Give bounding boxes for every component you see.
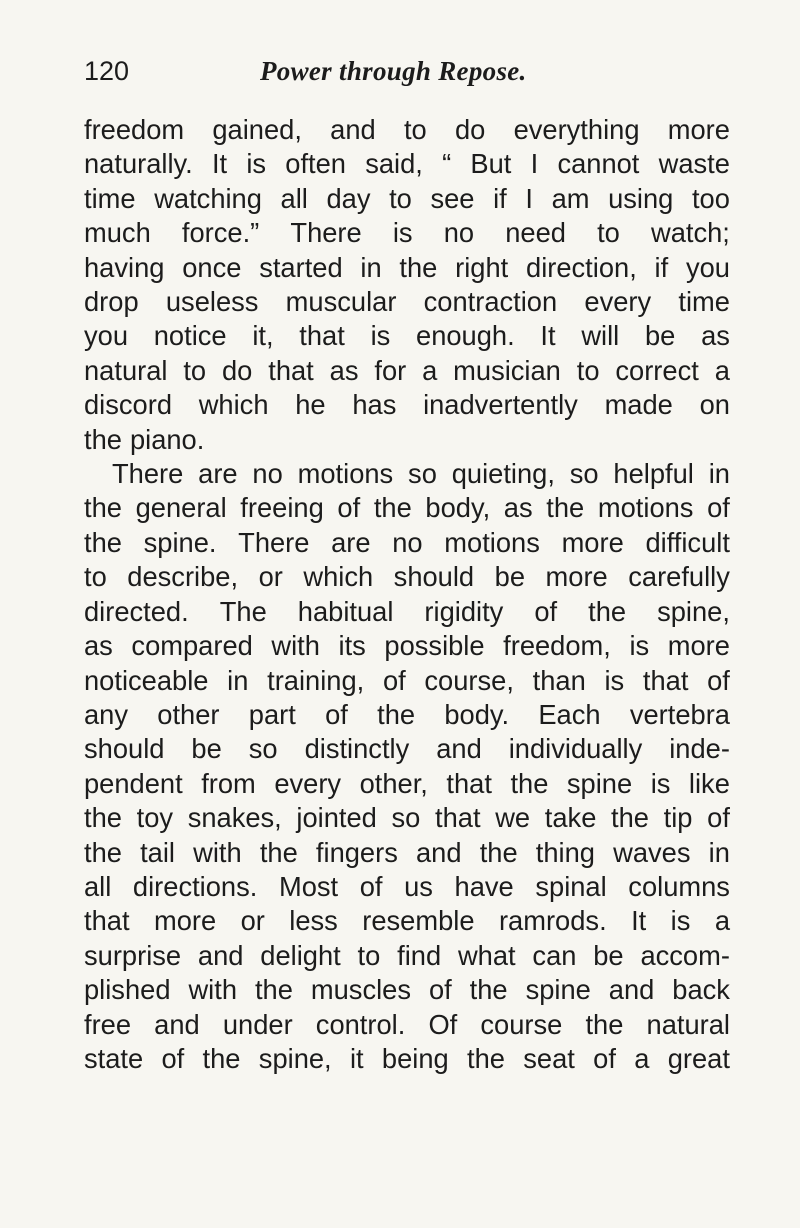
- word: a: [634, 1042, 650, 1074]
- text-line: [84, 836, 730, 870]
- word: delight: [260, 939, 341, 971]
- word: natural: [84, 354, 168, 386]
- word: need: [505, 217, 566, 249]
- word: It: [631, 905, 647, 937]
- word: It: [211, 148, 228, 180]
- word: you: [84, 320, 129, 352]
- word: is: [629, 630, 650, 662]
- word: if: [654, 251, 669, 283]
- word: spine: [525, 974, 591, 1006]
- word: is: [650, 767, 671, 799]
- word: under: [222, 1008, 293, 1040]
- word: am: [551, 182, 590, 214]
- word: directed.: [84, 595, 189, 627]
- word: to: [84, 561, 107, 593]
- word: as: [84, 630, 113, 662]
- word: and: [608, 974, 655, 1006]
- word: freeing: [240, 492, 324, 524]
- word: more: [667, 630, 730, 662]
- word: for: [374, 354, 407, 386]
- word: other,: [359, 767, 428, 799]
- word: naturally.: [84, 148, 193, 180]
- word: describe,: [127, 561, 239, 593]
- word: jointed: [296, 802, 377, 834]
- word: training,: [267, 664, 365, 696]
- word: its: [338, 630, 366, 662]
- text-line: [84, 904, 730, 938]
- text-line: [84, 698, 730, 732]
- word: freedom,: [503, 630, 611, 662]
- word: is: [604, 664, 625, 696]
- text-line: [84, 388, 730, 422]
- word: in: [708, 458, 730, 490]
- word: that: [435, 802, 481, 834]
- word: should: [84, 733, 165, 765]
- word: are: [198, 458, 238, 490]
- word: body,: [425, 492, 491, 524]
- word: all: [280, 182, 308, 214]
- word: the: [84, 526, 122, 558]
- text-line: [84, 526, 730, 560]
- word: quieting,: [451, 458, 555, 490]
- text-line: [84, 560, 730, 594]
- word: vertebra: [629, 698, 730, 730]
- word: the: [259, 836, 298, 868]
- word: that: [84, 905, 130, 937]
- word: to: [403, 114, 427, 145]
- word: the: [84, 423, 122, 455]
- word: being: [381, 1042, 449, 1074]
- word: helpful: [613, 458, 694, 490]
- word: “: [442, 148, 452, 180]
- text-line: [84, 973, 730, 1007]
- word: the: [377, 698, 416, 730]
- word: force.”: [181, 217, 260, 249]
- word: that: [446, 767, 492, 799]
- word: useless: [165, 286, 259, 318]
- word: what: [457, 939, 516, 971]
- word: no: [392, 526, 423, 558]
- word: thing: [535, 836, 595, 868]
- word: day: [326, 182, 371, 214]
- word: which: [198, 389, 269, 421]
- word: that: [299, 320, 345, 352]
- word: all: [84, 870, 112, 902]
- word: general: [135, 492, 227, 524]
- word: will: [581, 320, 620, 352]
- word: Most: [278, 870, 339, 902]
- word: we: [495, 802, 531, 834]
- word: waste: [658, 148, 730, 180]
- word: find: [397, 939, 442, 971]
- word: the: [84, 492, 122, 524]
- word: that: [268, 354, 314, 386]
- word: the: [84, 802, 122, 834]
- word: pendent: [84, 767, 183, 799]
- word: columns: [628, 870, 730, 902]
- word: no: [252, 458, 283, 490]
- word: freedom: [84, 114, 185, 145]
- word: time: [678, 286, 730, 318]
- word: motions: [597, 492, 694, 524]
- text-line: [84, 664, 730, 698]
- word: enough.: [416, 320, 515, 352]
- word: started: [259, 251, 343, 283]
- word: are: [331, 526, 371, 558]
- word: is: [246, 148, 267, 180]
- word: drop: [84, 286, 139, 318]
- text-line: [84, 1008, 730, 1042]
- running-title: Power through Repose.: [260, 56, 527, 86]
- word: tail: [140, 836, 175, 868]
- word: spinal: [535, 870, 607, 902]
- word: the: [469, 974, 508, 1006]
- word: of: [534, 595, 558, 627]
- word: more: [667, 114, 730, 145]
- word: watch;: [651, 217, 730, 249]
- word: muscles: [310, 974, 411, 1006]
- word: There: [112, 458, 184, 490]
- word: and: [330, 114, 376, 145]
- word: snakes,: [187, 802, 282, 834]
- text-line: [84, 251, 730, 285]
- word: the: [611, 802, 649, 834]
- word: the: [399, 251, 438, 283]
- word: be: [494, 561, 526, 593]
- word: part: [248, 698, 296, 730]
- word: has: [352, 389, 397, 421]
- word: more: [545, 561, 608, 593]
- word: There: [290, 217, 362, 249]
- word: be: [191, 733, 222, 765]
- word: said,: [365, 148, 423, 180]
- word: the: [84, 836, 122, 868]
- word: on: [699, 389, 730, 421]
- word: like: [688, 767, 730, 799]
- word: do: [221, 354, 253, 386]
- word: distinctly: [304, 733, 410, 765]
- body-text: [84, 113, 730, 1076]
- word: to: [357, 939, 381, 971]
- word: of: [161, 1042, 185, 1074]
- word: he: [295, 389, 326, 421]
- word: be: [644, 320, 676, 352]
- word: of: [359, 870, 383, 902]
- text-line: [84, 939, 730, 973]
- word: But: [470, 148, 512, 180]
- word: take: [544, 802, 597, 834]
- word: to: [389, 182, 412, 214]
- word: directions.: [132, 870, 258, 902]
- word: of: [707, 492, 730, 524]
- text-line: [84, 491, 730, 525]
- word: than: [532, 664, 586, 696]
- word: notice: [153, 320, 227, 352]
- word: motions: [297, 458, 394, 490]
- word: from: [201, 767, 256, 799]
- word: muscular: [285, 286, 397, 318]
- text-line: [84, 147, 730, 181]
- text-line: [84, 457, 730, 491]
- word: more: [561, 526, 624, 558]
- word: spine,: [258, 1042, 332, 1074]
- word: with: [271, 630, 320, 662]
- word: cannot: [557, 148, 640, 180]
- word: and: [436, 733, 482, 765]
- word: to: [597, 217, 620, 249]
- word: using: [608, 182, 674, 214]
- word: as: [701, 320, 730, 352]
- word: so: [248, 733, 278, 765]
- word: should: [393, 561, 475, 593]
- word: Each: [538, 698, 601, 730]
- word: less: [289, 905, 338, 937]
- word: spine: [566, 767, 633, 799]
- text-line: [84, 354, 730, 388]
- word: or: [258, 561, 283, 593]
- word: body.: [444, 698, 510, 730]
- text-line: [84, 319, 730, 353]
- word: is: [670, 905, 691, 937]
- word: to: [576, 354, 600, 386]
- word: inde-: [669, 733, 730, 765]
- word: compared: [131, 630, 253, 662]
- word: state: [84, 1042, 144, 1074]
- word: to: [183, 354, 207, 386]
- text-line: [84, 182, 730, 216]
- word: the: [254, 974, 293, 1006]
- word: no: [443, 217, 475, 249]
- word: seat: [523, 1042, 575, 1074]
- word: surprise: [84, 939, 182, 971]
- word: a: [714, 354, 730, 386]
- word: everything: [513, 114, 640, 145]
- word: often: [285, 148, 346, 180]
- word: gained,: [212, 114, 302, 145]
- word: carefully: [628, 561, 730, 593]
- word: made: [604, 389, 673, 421]
- word: other: [157, 698, 220, 730]
- word: of: [325, 698, 348, 730]
- word: as: [503, 492, 533, 524]
- word: with: [188, 974, 238, 1006]
- word: Of: [428, 1008, 458, 1040]
- word: it: [349, 1042, 364, 1074]
- word: is: [370, 320, 391, 352]
- word: course: [480, 1008, 563, 1040]
- word: be: [593, 939, 624, 971]
- word: direction,: [526, 251, 637, 283]
- word: accom-: [640, 939, 730, 971]
- word: or: [240, 905, 265, 937]
- word: much: [84, 217, 151, 249]
- text-line: [84, 801, 730, 835]
- word: having: [84, 251, 165, 283]
- word: with: [193, 836, 242, 868]
- text-line: [84, 285, 730, 319]
- text-line: [84, 870, 730, 904]
- word: There: [238, 526, 310, 558]
- word: I: [525, 182, 533, 214]
- word: toy: [136, 802, 174, 834]
- word: every: [584, 286, 652, 318]
- word: the: [373, 492, 412, 524]
- word: of: [428, 974, 452, 1006]
- word: in: [360, 251, 382, 283]
- word: ramrods.: [498, 905, 607, 937]
- word: is: [392, 217, 413, 249]
- word: and: [197, 939, 244, 971]
- word: and: [416, 836, 462, 868]
- word: every: [274, 767, 342, 799]
- word: habitual: [297, 595, 394, 627]
- word: a: [714, 905, 730, 937]
- word: any: [84, 698, 129, 730]
- word: so: [408, 458, 437, 490]
- word: so: [391, 802, 421, 834]
- word: spine.: [143, 526, 217, 558]
- word: natural: [646, 1008, 730, 1040]
- word: the: [585, 1008, 624, 1040]
- word: of: [593, 1042, 616, 1074]
- word: great: [667, 1042, 730, 1074]
- word: control.: [315, 1008, 406, 1040]
- word: inadvertently: [423, 389, 578, 421]
- word: of: [707, 664, 730, 696]
- word: can: [532, 939, 577, 971]
- word: the: [588, 595, 627, 627]
- word: as: [329, 354, 359, 386]
- word: time: [84, 182, 136, 214]
- word: have: [454, 870, 514, 902]
- word: resemble: [362, 905, 475, 937]
- word: rigidity: [424, 595, 504, 627]
- word: contraction: [423, 286, 558, 318]
- word: spine,: [657, 595, 730, 627]
- word: too: [691, 182, 730, 214]
- text-line: [84, 595, 730, 629]
- word: watching: [154, 182, 262, 214]
- word: it,: [252, 320, 274, 352]
- word: individually: [508, 733, 643, 765]
- word: more: [153, 905, 217, 937]
- word: which: [303, 561, 374, 593]
- word: so: [569, 458, 599, 490]
- word: free: [84, 1008, 132, 1040]
- word: do: [454, 114, 486, 145]
- word: the: [546, 492, 585, 524]
- word: plished: [84, 974, 171, 1006]
- word: in: [227, 664, 249, 696]
- word: a: [422, 354, 438, 386]
- word: right: [455, 251, 509, 283]
- word: correct: [615, 354, 699, 386]
- text-line: [84, 767, 730, 801]
- word: of: [382, 664, 406, 696]
- word: the: [510, 767, 549, 799]
- word: us: [404, 870, 433, 902]
- word: the: [479, 836, 518, 868]
- word: I: [530, 148, 539, 180]
- word: fingers: [315, 836, 398, 868]
- word: the: [202, 1042, 241, 1074]
- text-line: [84, 629, 730, 663]
- word: tip: [663, 802, 693, 834]
- text-line: [84, 423, 730, 457]
- word: of: [337, 492, 361, 524]
- text-line: [84, 216, 730, 250]
- word: possible: [384, 630, 485, 662]
- word: see: [430, 182, 475, 214]
- word: discord: [84, 389, 172, 421]
- page-header: [84, 56, 730, 100]
- word: in: [708, 836, 730, 868]
- word: that: [642, 664, 689, 696]
- word: back: [672, 974, 730, 1006]
- word: you: [685, 251, 730, 283]
- word: difficult: [645, 526, 730, 558]
- word: of: [707, 802, 730, 834]
- book-page: [84, 56, 730, 1076]
- word: the: [466, 1042, 505, 1074]
- word: and: [154, 1008, 200, 1040]
- text-line: [84, 113, 730, 147]
- word: motions: [444, 526, 540, 558]
- word: waves: [613, 836, 691, 868]
- word: if: [493, 182, 507, 214]
- word: It: [540, 320, 556, 352]
- page-number: 120: [84, 56, 130, 86]
- text-line: [84, 1042, 730, 1076]
- word: The: [219, 595, 267, 627]
- text-line: [84, 732, 730, 766]
- word: noticeable: [84, 664, 209, 696]
- word: course,: [424, 664, 514, 696]
- word: once: [182, 251, 242, 283]
- word: piano.: [129, 423, 205, 455]
- word: musician: [453, 354, 561, 386]
